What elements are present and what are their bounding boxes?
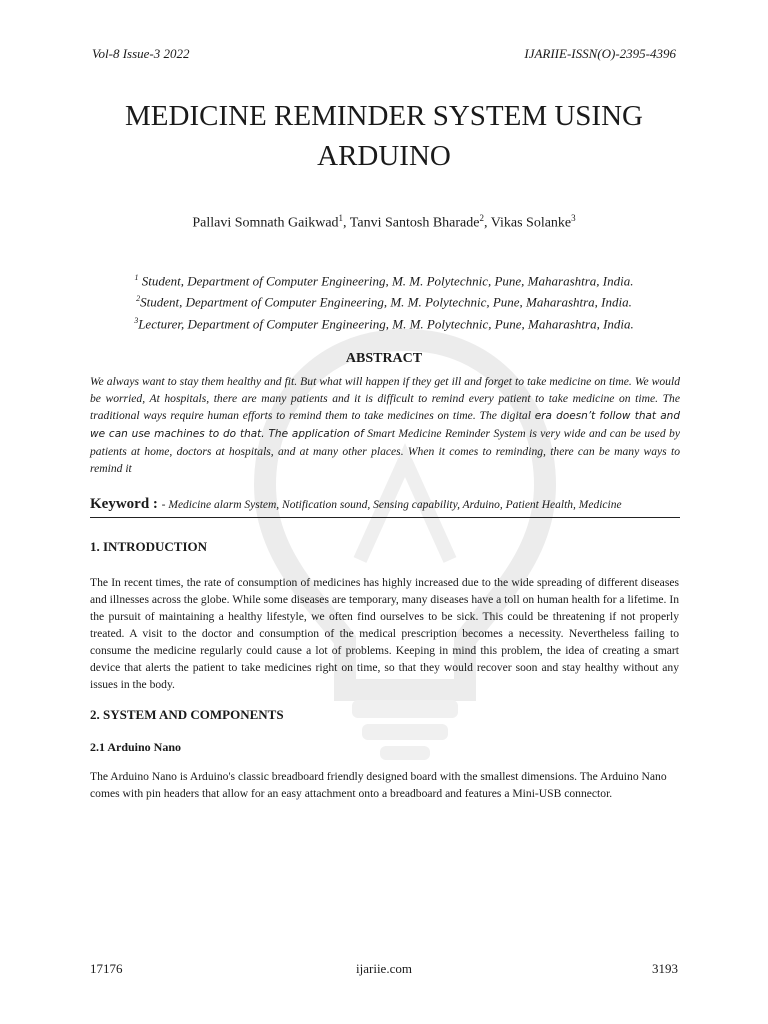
keywords	[90, 496, 680, 513]
author-affiliation-mark: 2	[479, 213, 484, 223]
affiliation-line: $^1$ Student, Department of Computer Engineering, M. M. Polytechnic, Pune, Maharashtra, India.	[134, 273, 634, 289]
author-affiliation-mark: 1	[338, 213, 344, 223]
arduino-nano-paragraph: The Arduino Nano is Arduino's classic breadboard friendly designed board with the smallest dimensions. The Arduino Nano comes with pin headers that allow for an easy attachment onto a breadboard and features a Mini-USB connector.	[90, 770, 667, 800]
watermark-lightbulb-logo	[240, 300, 570, 770]
affiliation-list	[0, 269, 768, 333]
keyword-divider	[90, 517, 680, 518]
author-list: Pallavi Somnath Gaikwad$^1$, Tanvi Santosh Bharade$^2$, Vikas Solanke$^3$	[192, 213, 576, 231]
introduction-heading: 1. INTRODUCTION	[90, 539, 208, 554]
abstract-heading: ABSTRACT	[345, 351, 423, 366]
keyword-list: - Medicine alarm System, Notification sound, Sensing capability, Arduino, Patient Health, Medicine	[161, 499, 622, 511]
author-affiliation-mark: 3	[571, 213, 576, 223]
paper-title-line-2: ARDUINO	[317, 140, 451, 172]
footer-paper-id: 17176	[90, 961, 123, 976]
footer-page-number: 3193	[652, 961, 678, 976]
system-components-heading: 2. SYSTEM AND COMPONENTS	[90, 707, 284, 722]
author-name: Pallavi Somnath Gaikwad	[192, 215, 339, 231]
header-issn: IJARIIE-ISSN(O)-2395-4396	[524, 46, 676, 61]
abstract-text: We always want to stay them healthy and fit. But what will happen if they get ill and forget to take medicine on time. We would be worried, At hospitals, there are many patients and it is difficult to remind every patient to take medicine on time. The traditional ways require human efforts to remind them to take medicines on time. The digital era doesn’t follow that and we can use machines to do that. The application of Smart Medicine Reminder System is very wide and can be used by patients at home, doctors at hospitals, and at many other places. When it comes to reminding, there can be many ways to remind it	[90, 375, 680, 475]
author-name: Vikas Solanke	[490, 215, 572, 231]
arduino-nano-heading: 2.1 Arduino Nano	[90, 740, 182, 754]
footer-website: ijariie.com	[356, 961, 412, 976]
introduction-paragraph: The In recent times, the rate of consumption of medicines has highly increased due to the wide spreading of different diseases and illnesses across the globe. While some diseases are temporary, many diseases have a toll on human health for a lifetime. In the pursuit of maintaining a healthy lifestyle, we often find ourselves to be sick. This could be threatening if not properly treated. A visit to the doctor and consumption of the medical prescription becomes a necessity. Nevertheless failing to consume the medicine regularly could cause a lot of problems. Keeping in mind this problem, the idea of creating a smart device that alerts the patient to take medicines right on time, so that they would recover soon and stay healthy without any issues in the body.	[90, 576, 679, 691]
affiliation-line: $^3$Lecturer, Department of Computer Engineering, M. M. Polytechnic, Pune, Maharashtra, India.	[134, 315, 634, 331]
paper-title	[0, 96, 768, 176]
keyword-label: Keyword :	[90, 496, 162, 512]
paper-title-line-1: MEDICINE REMINDER SYSTEM USING	[125, 100, 643, 132]
header-volume-issue: Vol-8 Issue-3 2022	[92, 46, 190, 61]
affiliation-line: $^2$Student, Department of Computer Engineering, M. M. Polytechnic, Pune, Maharashtra, India.	[136, 294, 632, 310]
author-name: Tanvi Santosh Bharade	[349, 215, 480, 231]
